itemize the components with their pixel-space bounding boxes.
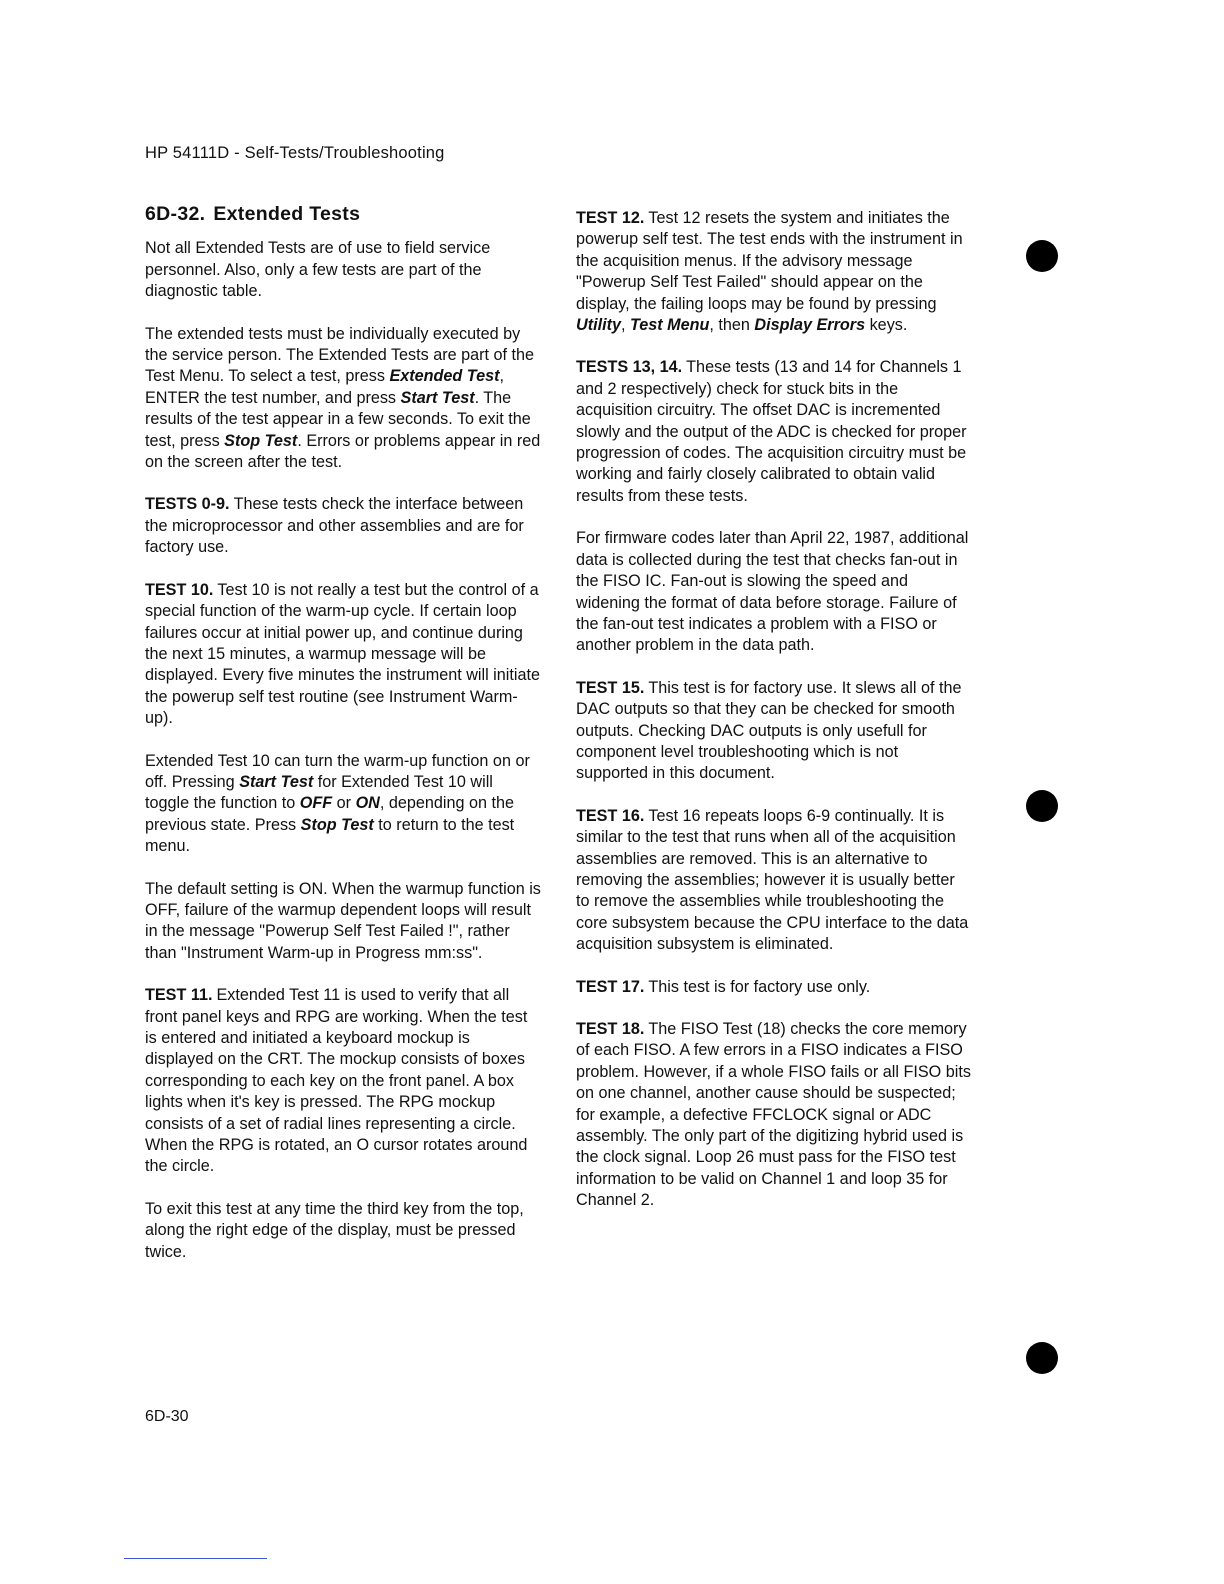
firmware-note-paragraph: For firmware codes later than April 22, 1987, additional data is collected during the test that checks fan-out in the FISO IC. Fan-out is slowing the speed and widening the format of data before storage. Failure of the fan-out test indicates a problem with a FISO or another problem in the data path.	[576, 529, 969, 655]
test-18-paragraph: TEST 18. The FISO Test (18) checks the core memory of each FISO. A few errors in a FISO indicates a FISO problem. However, if a whole FISO fails or all FISO bits on one channel, another cause should be suspected; for example, a defective FFCLOCK signal or ADC assembly. The only part of the digitizing hybrid used is the clock signal. Loop 26 must pass for the FISO test information to be valid on Channel 1 and loop 35 for Channel 2.	[576, 1020, 971, 1210]
test-10-toggle-paragraph: Extended Test 10 can turn the warm-up function on or off. Pressing Start Test for Extended Test 10 will toggle the function to OFF or ON, depending on the previous state. Press Stop Test to return to the test menu.	[145, 751, 530, 856]
tests-0-9-label: TESTS 0-9.	[145, 495, 230, 514]
test-12-paragraph: TEST 12. Test 12 resets the system and initiates the powerup self test. The test ends with the instrument in the acquisition menus. If the advisory message "Powerup Self Test Failed" should appear on the display, the failing loops may be found by pressing Utility, Test Menu, then Display Errors keys.	[576, 209, 963, 335]
test-18-label: TEST 18.	[576, 1020, 645, 1038]
start-test-key: Start Test	[239, 772, 314, 791]
off-state: OFF	[299, 794, 333, 813]
intro-paragraph: Not all Extended Tests are of use to field service personnel. Also, only a few tests are part of the diagnostic table.	[145, 239, 491, 301]
stop-test-key: Stop Test	[300, 815, 374, 834]
default-setting-paragraph: The default setting is ON. When the warmup function is OFF, failure of the warmup dependent loops will result in the message "Powerup Self Test Failed !", rather than "Instrument Warm-up in Progress mm:ss".	[145, 879, 541, 962]
test-17-label: TEST 17.	[576, 977, 645, 996]
tests-13-14-paragraph: TESTS 13, 14. These tests (13 and 14 for Channels 1 and 2 respectively) check for stuck bits in the acquisition circuitry. The offset DAC is incremented slowly and the output of the ADC is checked for proper progression of codes. The acquisition circuitry must be working and fairly closely calibrated to obtain valid results from these tests.	[576, 358, 967, 505]
extended-test-key: Extended Test	[389, 367, 500, 386]
tests-0-9-paragraph: TESTS 0-9. These tests check the interface between the microprocessor and other assemblies and are for factory use.	[145, 495, 524, 557]
test-menu-key: Test Menu	[629, 316, 710, 335]
start-test-key: Start Test	[400, 388, 475, 407]
corner-rule-line	[124, 1558, 267, 1559]
on-state: ON	[355, 794, 380, 813]
right-column	[576, 208, 972, 1233]
test-16-label: TEST 16.	[576, 806, 645, 825]
section-heading	[145, 204, 541, 225]
binder-hole-bottom	[1026, 1342, 1058, 1374]
binder-hole-middle	[1026, 790, 1058, 822]
left-column	[145, 204, 541, 1284]
test-16-paragraph: TEST 16. Test 16 repeats loops 6-9 continually. It is similar to the test that runs when all of the acquisition assemblies are removed. This is an alternative to removing the assemblies; however it is usually better to remove the assemblies while troubleshooting the core subsystem because the CPU interface to the data acquisition subsystem is eliminated.	[576, 806, 969, 954]
tests-13-14-label: TESTS 13, 14.	[576, 358, 683, 377]
binder-hole-top	[1026, 240, 1058, 272]
test-15-label: TEST 15.	[576, 678, 645, 697]
section-number: 6D-32.	[145, 203, 206, 225]
section-title: Extended Tests	[213, 203, 361, 225]
test-11-paragraph: TEST 11. Extended Test 11 is used to verify that all front panel keys and RPG are working. When the test is entered and initiated a keyboard mockup is displayed on the CRT. The mockup consists of boxes corresponding to each key on the front panel. A box lights when it's key is pressed. The RPG mockup consists of a set of radial lines representing a circle. When the RPG is rotated, an O cursor rotates around the circle.	[145, 986, 528, 1176]
test-10-paragraph: TEST 10. Test 10 is not really a test but the control of a special function of the warm-up cycle. If certain loop failures occur at initial power up, and continue during the next 15 minutes, a warmup message will be displayed. Every five minutes the instrument will initiate the powerup self test routine (see Instrument Warm-up).	[145, 580, 540, 728]
exit-test-paragraph: To exit this test at any time the third key from the top, along the right edge of the display, must be pressed twice.	[145, 1199, 524, 1261]
test-12-label: TEST 12.	[576, 209, 645, 227]
running-header: HP 54111D - Self-Tests/Troubleshooting	[145, 144, 445, 162]
display-errors-key: Display Errors	[754, 316, 866, 335]
test-11-label: TEST 11.	[145, 986, 213, 1005]
test-15-paragraph: TEST 15. This test is for factory use. It slews all of the DAC outputs so that they can be checked for smooth outputs. Checking DAC outputs is only usefull for component level troubleshooting which is not supported in this document.	[576, 678, 962, 783]
page-number: 6D-30	[145, 1408, 189, 1425]
procedure-paragraph: The extended tests must be individually executed by the service person. The Extended Tests are part of the Test Menu. To select a test, press Extended Test, ENTER the test number, and press Start Test. The results of the test appear in a few seconds. To exit the test, press Stop Test. Errors or problems appear in red on the screen after the test.	[145, 324, 541, 472]
test-17-paragraph: TEST 17. This test is for factory use only.	[576, 977, 871, 996]
utility-key: Utility	[576, 316, 621, 335]
test-10-label: TEST 10.	[145, 580, 214, 599]
stop-test-key: Stop Test	[224, 431, 298, 450]
